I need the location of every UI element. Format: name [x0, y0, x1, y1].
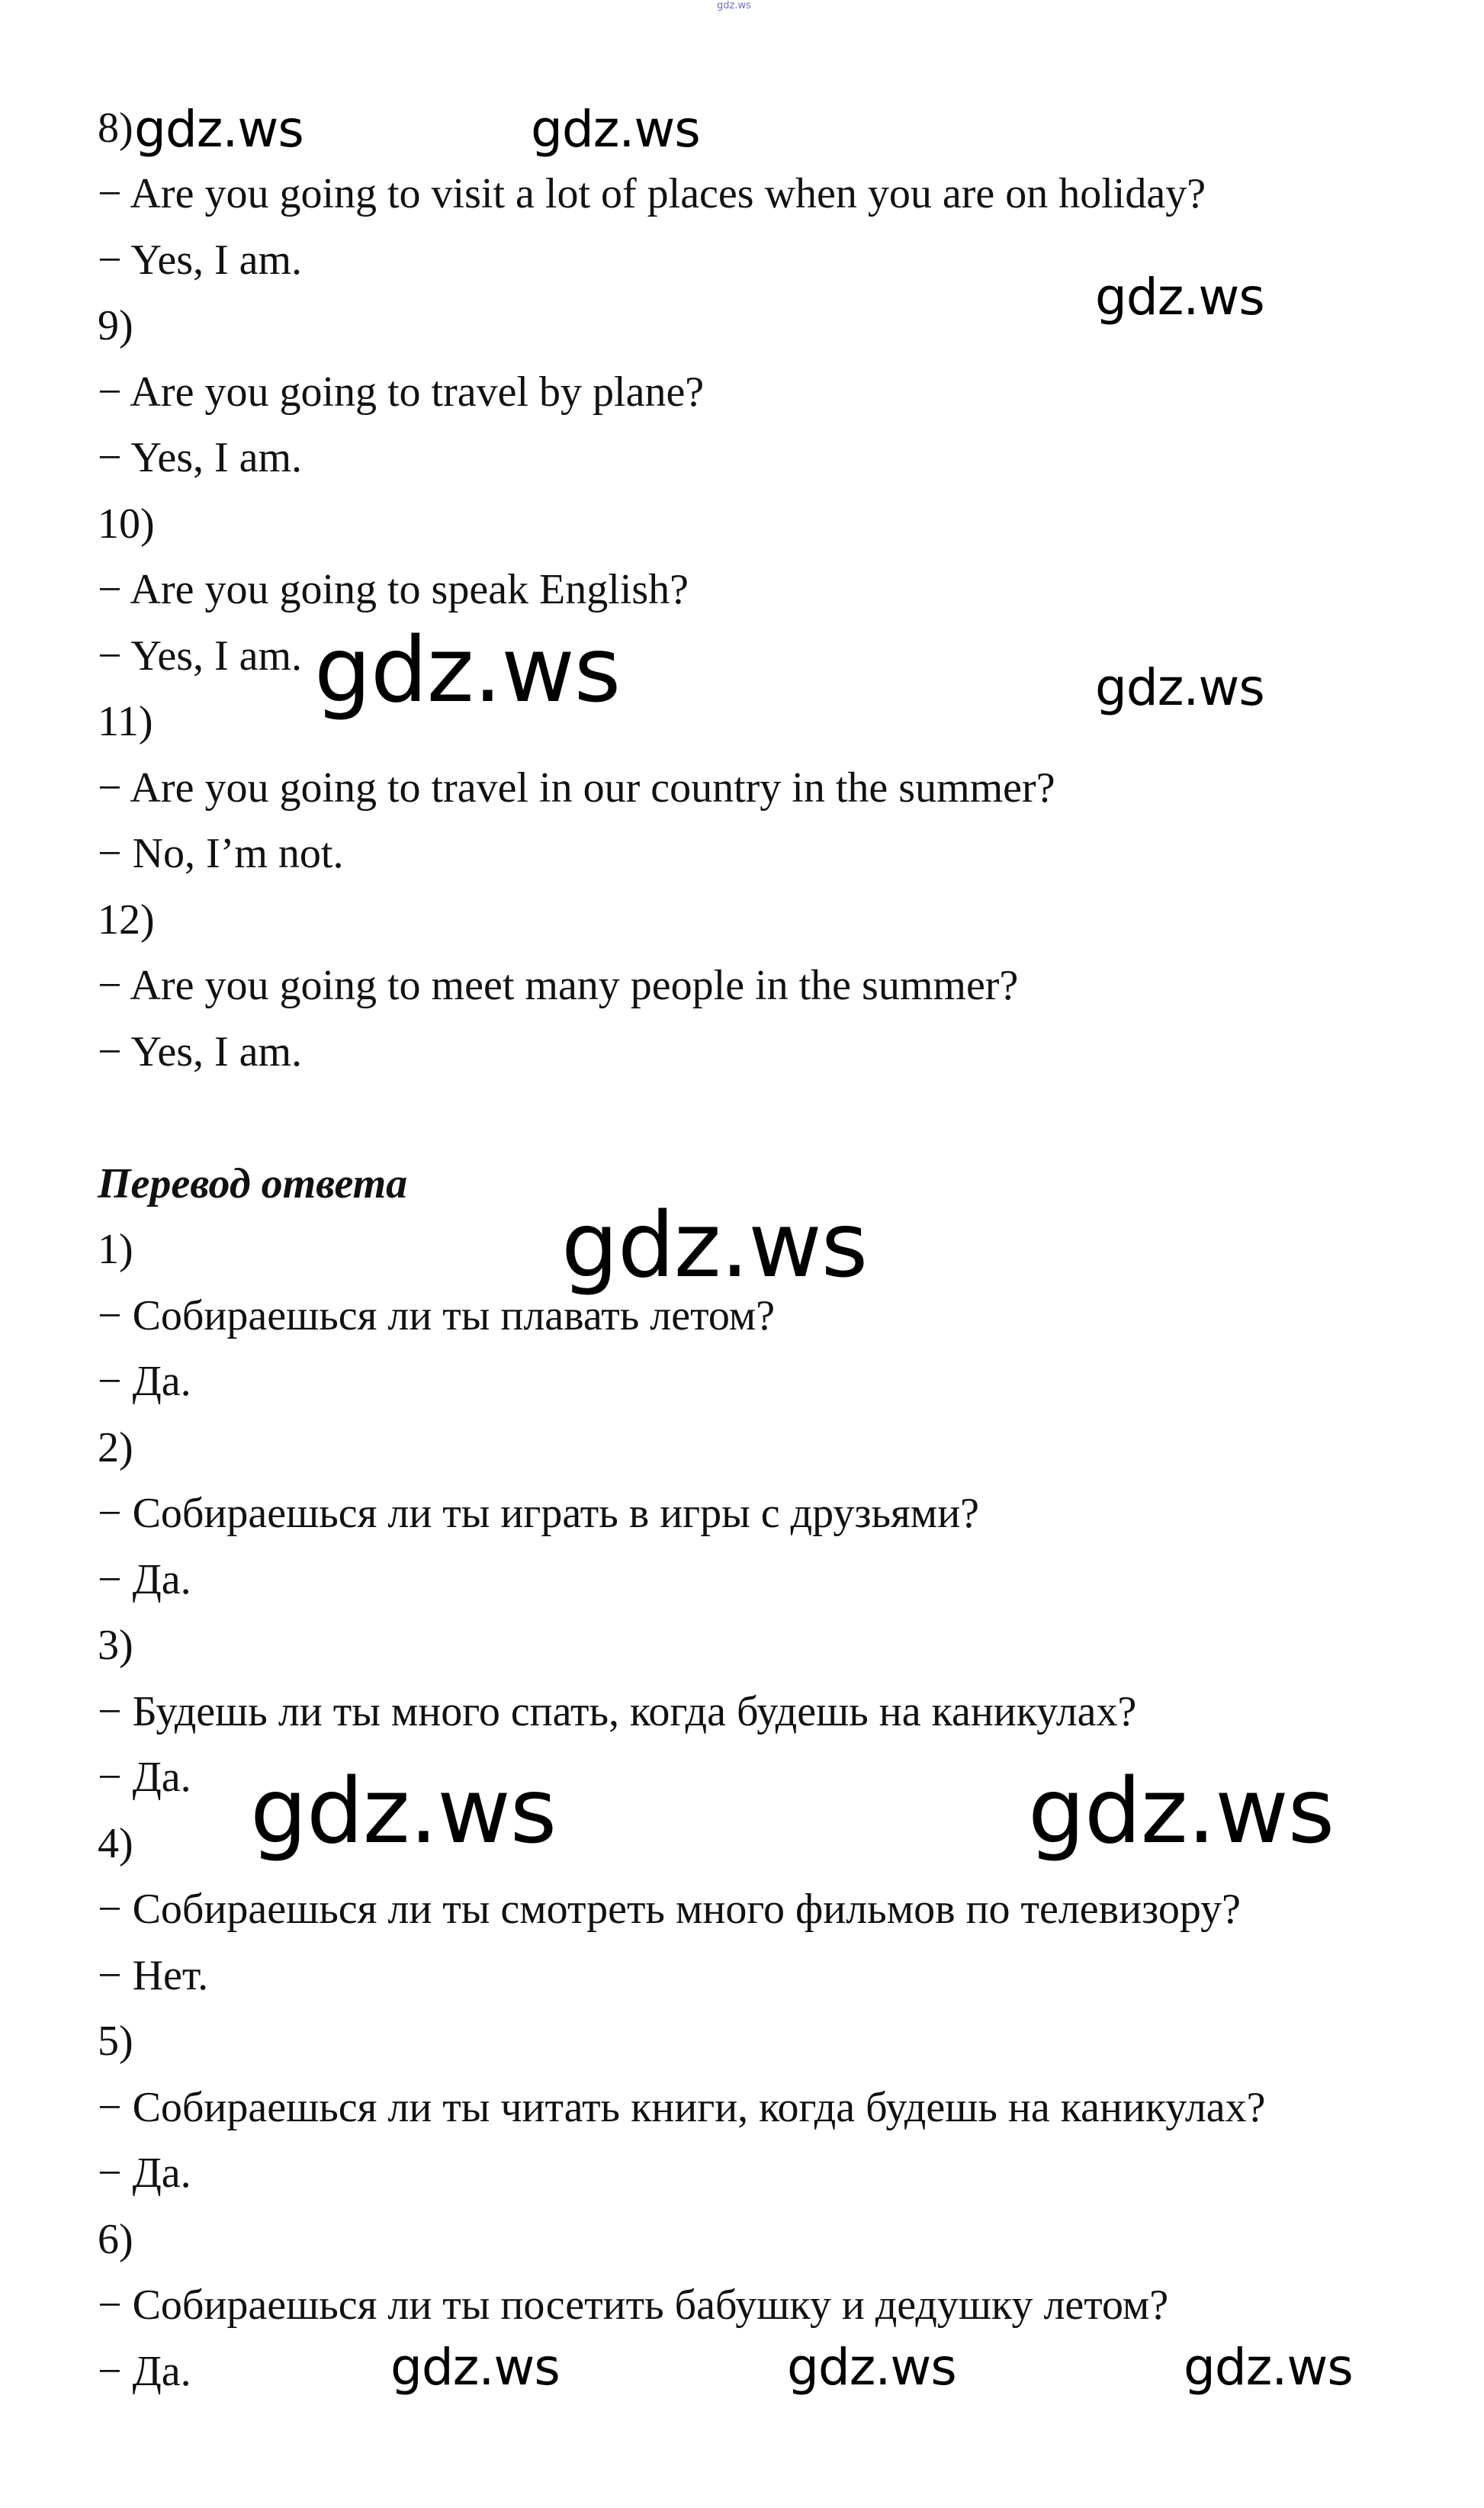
question-line: − Собираешься ли ты плавать летом?: [98, 1292, 776, 1339]
watermark: gdz.ws: [561, 1192, 868, 1297]
item-number: 8): [98, 104, 133, 152]
watermark: gdz.ws: [1028, 1758, 1335, 1863]
question-line: − Are you going to travel in our country in the summer?: [98, 764, 1055, 812]
question-line: − Собираешься ли ты посетить бабушку и дедушку летом?: [98, 2281, 1169, 2329]
question-line: − Are you going to visit a lot of places when you are on holiday?: [98, 170, 1206, 217]
answer-line: − Yes, I am.: [98, 236, 303, 284]
watermark: gdz.ws: [1095, 658, 1264, 717]
answer-line: − Yes, I am.: [98, 632, 303, 680]
question-line: − Are you going to meet many people in the summer?: [98, 962, 1019, 1009]
watermark: gdz.ws: [250, 1758, 557, 1863]
answer-line: − Yes, I am.: [98, 1028, 303, 1076]
item-number: 11): [98, 698, 153, 745]
item-number: 2): [98, 1424, 133, 1471]
answer-line: − Да.: [98, 1358, 191, 1405]
watermark: gdz.ws: [314, 617, 621, 722]
answer-line: − Да.: [98, 1556, 191, 1603]
question-line: − Собираешься ли ты смотреть много фильмов по телевизору?: [98, 1886, 1241, 1933]
question-line: − Собираешься ли ты читать книги, когда будешь на каникулах?: [98, 2084, 1266, 2131]
item-number: 3): [98, 1622, 133, 1669]
watermark: gdz.ws: [787, 2338, 956, 2397]
answer-line: − Да.: [98, 2149, 191, 2197]
answer-line: − Да.: [98, 2348, 191, 2395]
question-line: − Собираешься ли ты играть в игры с друзьями?: [98, 1490, 980, 1537]
item-number: 4): [98, 1820, 133, 1867]
answer-line: − Нет.: [98, 1952, 209, 1999]
watermark: gdz.ws: [531, 100, 700, 159]
watermark: gdz.ws: [134, 100, 304, 159]
item-number: 12): [98, 896, 155, 944]
item-number: 6): [98, 2216, 133, 2263]
question-line: − Are you going to speak English?: [98, 566, 689, 613]
header-watermark: gdz.ws: [717, 0, 751, 11]
item-number: 5): [98, 2018, 133, 2065]
question-line: − Будешь ли ты много спать, когда будешь на каникулах?: [98, 1688, 1137, 1735]
question-line: − Are you going to travel by plane?: [98, 368, 705, 416]
item-number: 9): [98, 302, 133, 349]
answer-line: − No, I’m not.: [98, 830, 344, 877]
section-heading: Перевод ответа: [98, 1160, 408, 1207]
item-number: 1): [98, 1226, 133, 1273]
answer-line: − Да.: [98, 1754, 191, 1801]
answer-line: − Yes, I am.: [98, 434, 303, 481]
watermark: gdz.ws: [390, 2338, 560, 2397]
watermark: gdz.ws: [1095, 268, 1264, 326]
watermark: gdz.ws: [1184, 2338, 1353, 2397]
item-number: 10): [98, 500, 155, 548]
